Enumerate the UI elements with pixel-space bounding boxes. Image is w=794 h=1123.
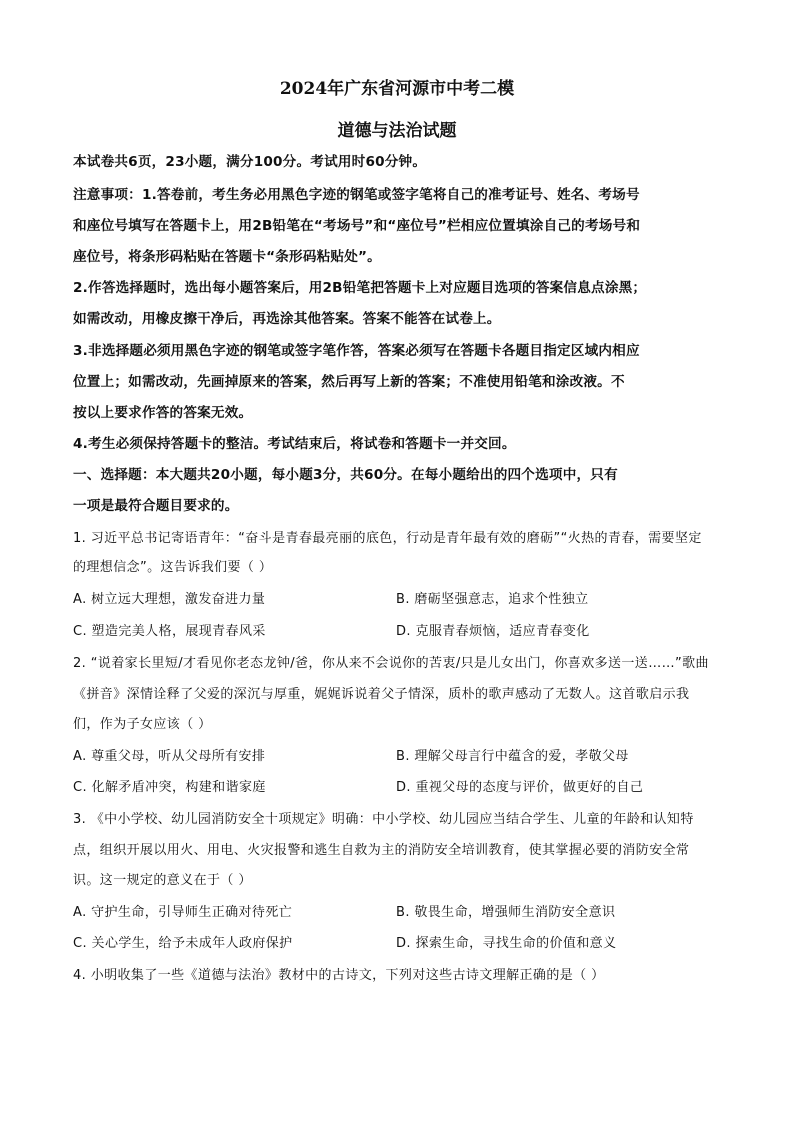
question-3-option-d: D. 探索生命，寻找生命的价值和意义 bbox=[396, 936, 617, 951]
exam-subtitle: 道德与法治试题 bbox=[337, 121, 457, 141]
exam-intro: 本试卷共6页，23小题，满分100分。考试用时60分钟。 bbox=[73, 154, 427, 170]
question-2-option-b: B. 理解父母言行中蕴含的爱，孝敬父母 bbox=[396, 749, 629, 764]
question-3-option-a: A. 守护生命，引导师生正确对待死亡 bbox=[73, 905, 293, 920]
question-1-option-b: B. 磨砺坚强意志，追求个性独立 bbox=[396, 592, 589, 607]
question-2-text: 《拼音》深情诠释了父爱的深沉与厚重，娓娓诉说着父子情深，质朴的歌声感动了无数人。这首歌启示我 bbox=[73, 687, 690, 702]
exam-title: 2024年广东省河源市中考二模 bbox=[279, 79, 515, 99]
notes-line: 按以上要求作答的答案无效。 bbox=[73, 405, 253, 421]
notes-line: 4.考生必须保持答题卡的整洁。考试结束后，将试卷和答题卡一并交回。 bbox=[73, 436, 516, 452]
question-2-option-d: D. 重视父母的态度与评价，做更好的自己 bbox=[396, 780, 644, 795]
question-1-text: 1. 习近平总书记寄语青年：“奋斗是青春最亮丽的底色，行动是青年最有效的磨砺”“火热的青春，需要坚定 bbox=[73, 531, 702, 546]
question-1-option-a: A. 树立远大理想，激发奋进力量 bbox=[73, 592, 266, 607]
notes-line: 座位号，将条形码粘贴在答题卡“条形码粘贴处”。 bbox=[73, 249, 381, 265]
question-3-text: 识。这一规定的意义在于（ ） bbox=[73, 873, 252, 888]
notes-line: 注意事项：1.答卷前，考生务必用黑色字迹的钢笔或签字笔将自己的准考证号、姓名、考场号 bbox=[73, 187, 640, 203]
notes-line: 位置上；如需改动，先画掉原来的答案，然后再写上新的答案；不准使用铅笔和涂改液。不 bbox=[73, 374, 625, 390]
question-2-option-c: C. 化解矛盾冲突，构建和谐家庭 bbox=[73, 780, 266, 795]
section-heading: 一项是最符合题目要求的。 bbox=[73, 498, 239, 514]
question-1-text: 的理想信念”。这告诉我们要（ ） bbox=[73, 560, 273, 575]
question-3-text: 点，组织开展以用火、用电、火灾报警和逃生自救为主的消防安全培训教育，使其掌握必要的消防安全常 bbox=[73, 843, 690, 858]
notes-line: 3.非选择题必须用黑色字迹的钢笔或签字笔作答，答案必须写在答题卡各题目指定区域内相应 bbox=[73, 343, 640, 359]
notes-line: 和座位号填写在答题卡上，用2B铅笔在“考场号”和“座位号”栏相应位置填涂自己的考场号和 bbox=[73, 218, 641, 234]
question-3-option-c: C. 关心学生，给予未成年人政府保护 bbox=[73, 936, 293, 951]
question-2-text: 2. “说着家长里短/才看见你老态龙钟/爸，你从来不会说你的苦衷/只是儿女出门，你喜欢多送一送……”歌曲 bbox=[73, 656, 709, 671]
question-1-option-d: D. 克服青春烦恼，适应青春变化 bbox=[396, 624, 590, 639]
notes-line: 如需改动，用橡皮擦干净后，再选涂其他答案。答案不能答在试卷上。 bbox=[73, 311, 501, 327]
question-2-text: 们，作为子女应该（ ） bbox=[73, 717, 212, 732]
question-3-option-b: B. 敬畏生命，增强师生消防安全意识 bbox=[396, 905, 616, 920]
question-2-option-a: A. 尊重父母，听从父母所有安排 bbox=[73, 749, 266, 764]
question-4-text: 4. 小明收集了一些《道德与法治》教材中的古诗文，下列对这些古诗文理解正确的是（ ） bbox=[73, 968, 605, 983]
section-heading: 一、选择题：本大题共20小题，每小题3分，共60分。在每小题给出的四个选项中，只有 bbox=[73, 467, 618, 483]
question-1-option-c: C. 塑造完美人格，展现青春风采 bbox=[73, 624, 266, 639]
question-3-text: 3. 《中小学校、幼儿园消防安全十项规定》明确：中小学校、幼儿园应当结合学生、儿童的年龄和认知特 bbox=[73, 812, 694, 827]
notes-line: 2.作答选择题时，选出每小题答案后，用2B铅笔把答题卡上对应题目选项的答案信息点涂黑； bbox=[73, 280, 647, 296]
